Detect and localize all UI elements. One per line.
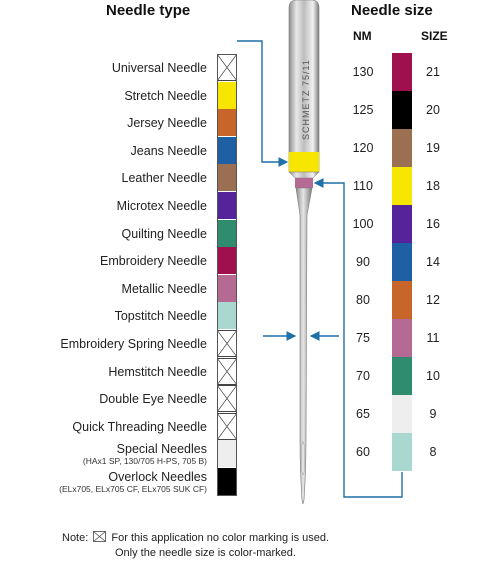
needle-type-label: Quilting Needle xyxy=(121,226,207,241)
nm-value: 100 xyxy=(352,217,374,231)
needle-type-label: Jersey Needle xyxy=(127,116,207,131)
needle-type-label: Quick Threading Needle xyxy=(72,419,207,434)
needle-type-label: Topstitch Needle xyxy=(114,309,207,324)
needle-type-label: Metallic Needle xyxy=(121,281,207,296)
nm-value: 80 xyxy=(356,293,370,307)
needle-type-label: Jeans Needle xyxy=(130,143,207,158)
note-line-1 xyxy=(62,530,329,544)
type-band-arrow xyxy=(237,41,287,162)
needle-type-label: Hemstitch Needle xyxy=(108,364,207,379)
size-value: 18 xyxy=(426,179,440,193)
size-value: 9 xyxy=(429,407,437,421)
needle-size-color-band xyxy=(295,178,313,188)
nm-value: 75 xyxy=(356,331,370,345)
nm-value: 90 xyxy=(356,255,370,269)
needle-marking-text: SCHMETZ 75/11 xyxy=(301,59,311,140)
note-prefix: Note: xyxy=(62,532,89,544)
needle-type-heading: Needle type xyxy=(106,2,191,19)
size-value: 11 xyxy=(426,331,440,345)
size-value: 12 xyxy=(426,293,440,307)
needle-type-color-band xyxy=(289,152,319,172)
size-value: 20 xyxy=(426,103,440,117)
size-value: 19 xyxy=(426,141,440,155)
needle-type-subtitle: (HAx1 SP, 130/705 H-PS, 705 B) xyxy=(82,456,207,467)
size-value: 16 xyxy=(426,217,440,231)
needle-type-name: Special Needles xyxy=(116,442,207,457)
nm-value: 120 xyxy=(352,141,374,155)
nm-column-header: NM xyxy=(353,29,372,43)
no-color-marking-icon xyxy=(93,531,106,542)
size-band-arrow xyxy=(315,183,402,497)
nm-value: 60 xyxy=(356,445,370,459)
nm-value: 130 xyxy=(352,65,374,79)
needle-type-label: Microtex Needle xyxy=(116,199,207,213)
needle-type-label: Stretch Needle xyxy=(124,88,207,103)
needle-type-label: Leather Needle xyxy=(121,171,207,186)
nm-value: 110 xyxy=(353,179,373,193)
needle-eye xyxy=(302,442,304,476)
note-line-2: Only the needle size is color-marked. xyxy=(115,547,296,559)
nm-value: 70 xyxy=(356,369,370,383)
needle-type-label: Double Eye Needle xyxy=(99,392,207,407)
needle-type-label: Embroidery Spring Needle xyxy=(60,337,207,351)
size-value: 8 xyxy=(429,445,437,459)
note-text: For this application no color marking is used. xyxy=(111,532,330,544)
needle-type-label: Universal Needle xyxy=(111,61,207,75)
size-value: 14 xyxy=(426,255,440,269)
needle-type-name: Overlock Needles xyxy=(108,470,207,484)
needle-size-heading: Needle size xyxy=(351,2,433,19)
needle-type-subtitle: (ELx705, ELx705 CF, ELx705 SUK CF) xyxy=(59,484,207,494)
nm-value: 65 xyxy=(356,407,370,421)
size-value: 21 xyxy=(426,65,440,79)
size-column-header: SIZE xyxy=(421,29,448,43)
nm-value: 125 xyxy=(352,103,374,117)
size-value: 10 xyxy=(426,369,440,383)
needle-type-label: Embroidery Needle xyxy=(100,254,207,269)
